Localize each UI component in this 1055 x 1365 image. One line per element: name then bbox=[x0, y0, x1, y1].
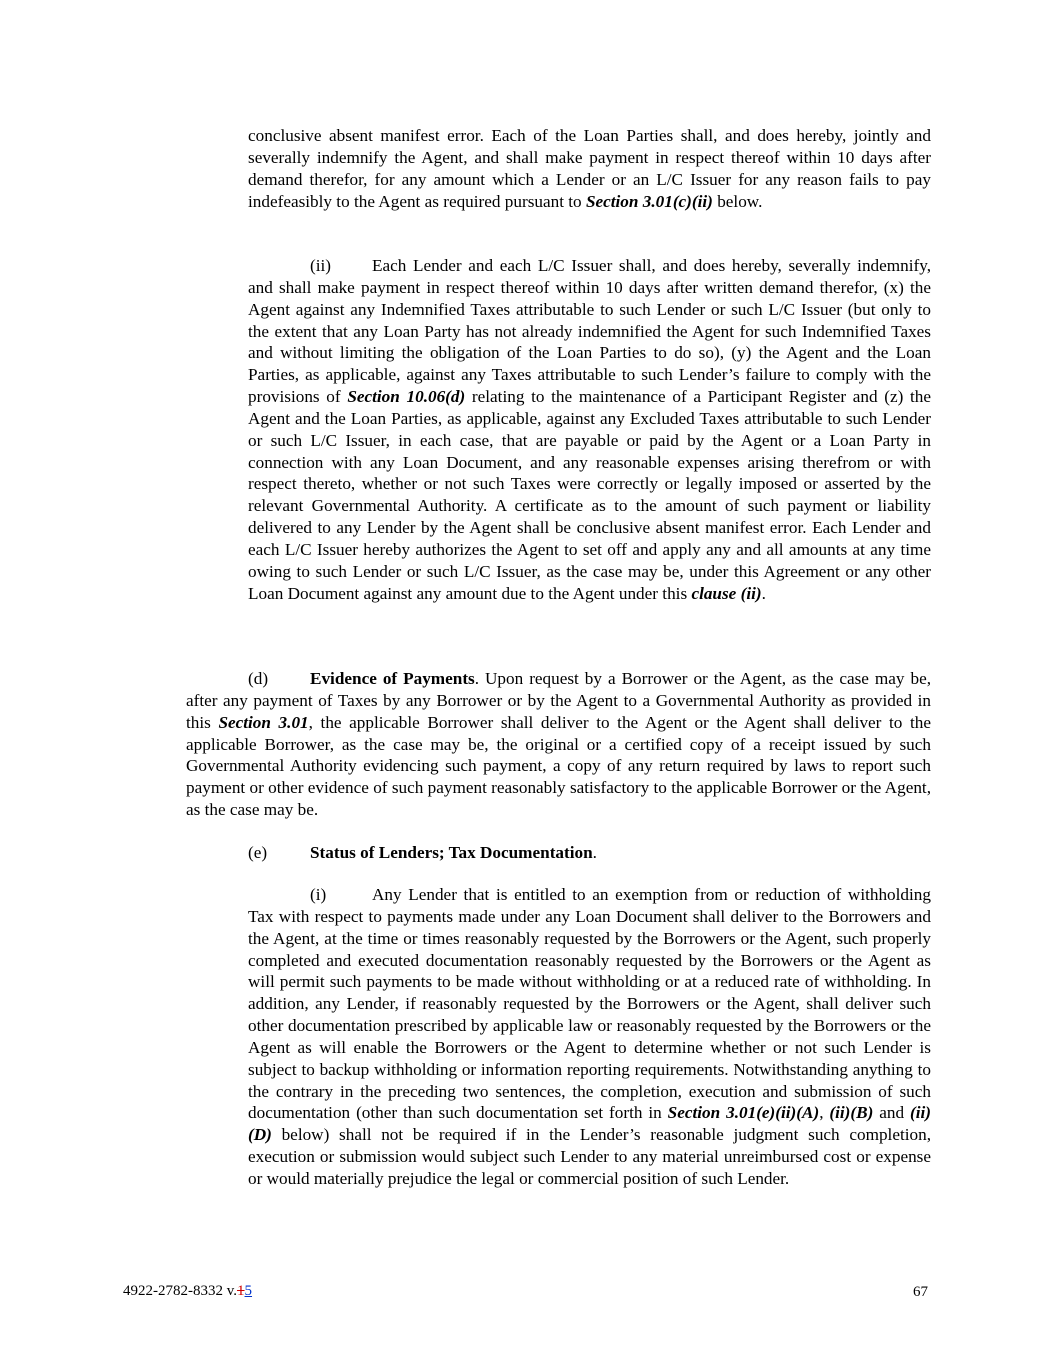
para1-text-a: conclusive absent manifest error. Each of the Loan Parties shall, and does hereby, jointly and severally indemnify the Agent, and shall make payment in respect thereof within 10 days after demand therefor, for any amount which a Lender or an L/C Issuer for any reason fails to pay indefeasibly to the Agent as required pursuant to bbox=[248, 126, 931, 211]
section-reference: Section 3.01(c)(ii) bbox=[585, 191, 713, 211]
paragraph-clause-d bbox=[186, 668, 931, 821]
clause-label: (e) bbox=[248, 843, 268, 862]
paragraph-clause-i bbox=[248, 884, 931, 1190]
paragraph-clause-e bbox=[186, 842, 931, 864]
para2-text-a: Each Lender and each L/C Issuer shall, and does hereby, severally indemnify, and shall make payment in respect thereof within 10 days after written demand therefor, (x) the Agent against any Indemnified Taxes attributable to such Lender or such L/C Issuer (but only to the extent that any Loan Party has not already indemnified the Agent for such Indemnified Taxes and without limiting the obligation of the Loan Parties to do so), (y) the Agent and the Loan Parties, as applicable, against any Taxes attributable to such Lender’s failure to comply with the provisions of bbox=[248, 256, 931, 407]
para3-text-b: , the applicable Borrower shall deliver to the Agent or the Agent shall deliver to the applicable Borrower, as the case may be, the original or a certified copy of a receipt issued by such Governmental Authority evidencing such payment, a copy of any return required by laws to report such payment or other evidence of such payment reasonably satisfactory to the applicable Borrower or the Agent, as the case may be. bbox=[186, 712, 931, 820]
paragraph-continuation bbox=[248, 125, 931, 212]
para5-sep2: and bbox=[873, 1103, 910, 1123]
para2-text-c: . bbox=[761, 583, 766, 603]
para2-text-b: relating to the maintenance of a Participant Register and (z) the Agent and the Loan Parties, as applicable, against any Excluded Taxes attributable to such Lender or such L/C Issuer, in each case, that are payable or paid by the Agent or a Loan Party in connection with any Loan Document, and any reasonable expenses arising therefrom or with respect thereto, whether or not such Taxes were correctly or legally imposed or asserted by the relevant Governmental Authority. A certificate as to the amount of such payment or liability delivered to any Lender by the Agent shall be conclusive absent manifest error. Each Lender and each L/C Issuer hereby authorizes the Agent to set off and apply any and all amounts at any time owing to such Lender or such L/C Issuer, as the case may be, under this Agreement or any other Loan Document against any amount due to the Agent under this bbox=[248, 387, 932, 603]
clause-reference: clause (ii) bbox=[691, 583, 762, 603]
doc-id: 4922-2782-8332 v. bbox=[123, 1283, 238, 1299]
clause-label: (ii) bbox=[310, 256, 331, 275]
clause-label: (d) bbox=[248, 669, 269, 688]
para1-text-b: below. bbox=[712, 191, 763, 211]
clause-label: (i) bbox=[310, 885, 327, 904]
section-reference: Section 3.01(e)(ii)(A) bbox=[667, 1103, 820, 1123]
para5-text-b: below) shall not be required if in the Lender’s reasonable judgment such completion, execution or submission would subject such Lender to any material unreimbursed cost or expense or would materially prejudice the legal or commercial position of such Lender. bbox=[248, 1125, 931, 1188]
section-reference: (ii)(D) bbox=[248, 1103, 931, 1145]
page-number: 67 bbox=[913, 1284, 928, 1300]
version-deleted: 1 bbox=[237, 1283, 245, 1299]
section-reference: (ii)(B) bbox=[829, 1103, 874, 1123]
para3-text-a: . Upon request by a Borrower or the Agent, as the case may be, after any payment of Taxes by any Borrower or by the Agent to a Governmental Authority as provided in this bbox=[186, 669, 931, 732]
section-reference: Section 3.01 bbox=[218, 712, 309, 732]
para5-sep1: , bbox=[819, 1103, 830, 1123]
para5-text-a: Any Lender that is entitled to an exemption from or reduction of withholding Tax with respect to payments made under any Loan Document shall deliver to the Borrowers and the Agent, at the time or times reasonably requested by the Borrowers or the Agent, such properly completed and executed documentation reasonably requested by the Borrowers or the Agent as will permit such payments to be made without withholding or at a reduced rate of withholding. In addition, any Lender, if reasonably requested by the Borrowers or the Agent, shall deliver such other documentation prescribed by applicable law or reasonably requested by the Borrowers or the Agent as will enable the Borrowers or the Agent to determine whether or not such Lender is subject to backup withholding or information reporting requirements. Notwithstanding anything to the contrary in the preceding two sentences, the completion, execution and submission of such documentation (other than such documentation set forth in bbox=[248, 885, 931, 1123]
footer-document-id bbox=[123, 1282, 252, 1300]
section-heading: Evidence of Payments bbox=[310, 669, 475, 688]
version-inserted: 5 bbox=[244, 1283, 253, 1299]
section-reference: Section 10.06(d) bbox=[347, 387, 466, 407]
paragraph-clause-ii bbox=[248, 255, 931, 605]
section-heading: Status of Lenders; Tax Documentation bbox=[310, 843, 593, 862]
heading-trail: . bbox=[592, 843, 597, 862]
